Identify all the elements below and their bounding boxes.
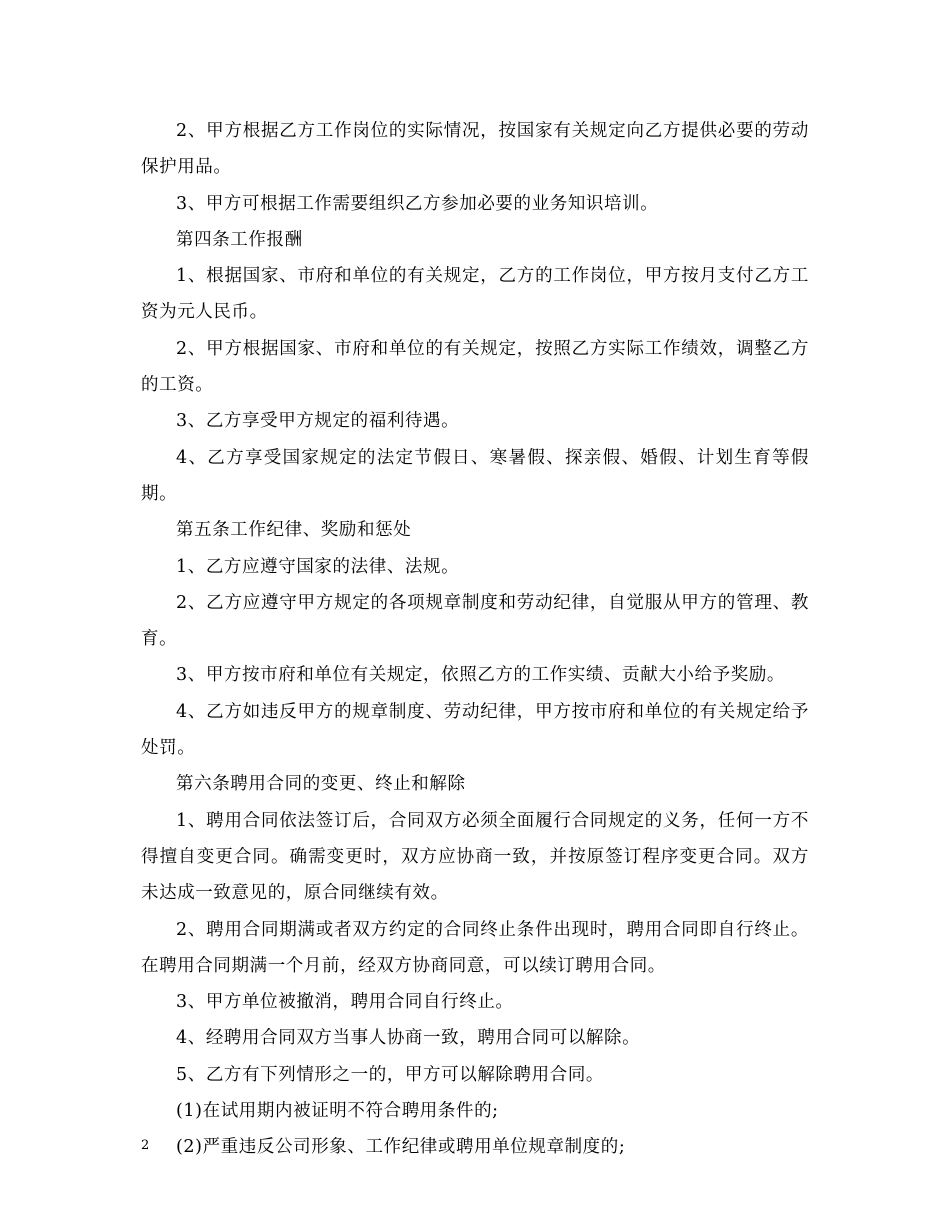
paragraph-discipline-3: 3、甲方按市府和单位有关规定，依照乙方的工作实绩、贡献大小给予奖励。 <box>176 665 786 686</box>
paragraph-contract-4: 4、经聘用合同双方当事人协商一致，聘用合同可以解除。 <box>176 1028 641 1049</box>
section-heading-article-5: 第五条工作纪律、奖励和惩处 <box>176 520 412 541</box>
paragraph-duty-2: 2、甲方根据乙方工作岗位的实际情况，按国家有关规定向乙方提供必要的劳动保护用品。 <box>141 121 809 178</box>
paragraph-pay-4: 4、乙方享受国家规定的法定节假日、寒暑假、探亲假、婚假、计划生育等假期。 <box>141 447 809 504</box>
paragraph-contract-5: 5、乙方有下列情形之一的，甲方可以解除聘用合同。 <box>176 1064 605 1085</box>
paragraph-contract-2: 2、聘用合同期满或者双方约定的合同终止条件出现时，聘用合同即自行终止。在聘用合同期满一个月前，经双方协商同意，可以续订聘用合同。 <box>141 919 809 976</box>
list-item-condition-2: (2)严重违反公司形象、工作纪律或聘用单位规章制度的; <box>176 1137 626 1158</box>
section-heading-article-6: 第六条聘用合同的变更、终止和解除 <box>176 774 466 795</box>
document-body <box>141 113 809 1166</box>
list-item-condition-1: (1)在试用期内被证明不符合聘用条件的; <box>176 1101 499 1122</box>
page-number: 2 <box>141 1138 150 1153</box>
paragraph-discipline-4: 4、乙方如违反甲方的规章制度、劳动纪律，甲方按市府和单位的有关规定给予处罚。 <box>141 701 809 759</box>
paragraph-contract-3: 3、甲方单位被撤消，聘用合同自行终止。 <box>176 992 514 1013</box>
paragraph-pay-2: 2、甲方根据国家、市府和单位的有关规定，按照乙方实际工作绩效，调整乙方的工资。 <box>141 338 809 396</box>
paragraph-pay-3: 3、乙方享受甲方规定的福利待遇。 <box>176 411 460 432</box>
paragraph-contract-1: 1、聘用合同依法签订后，合同双方必须全面履行合同规定的义务，任何一方不得擅自变更合同。确需变更时，双方应协商一致，并按原签订程序变更合同。双方未达成一致意见的，原合同继续有效。 <box>141 810 809 904</box>
paragraph-pay-1: 1、根据国家、市府和单位的有关规定，乙方的工作岗位，甲方按月支付乙方工资为元人民币。 <box>141 266 809 323</box>
section-heading-article-4: 第四条工作报酬 <box>176 229 303 250</box>
paragraph-duty-3: 3、甲方可根据工作需要组织乙方参加必要的业务知识培训。 <box>176 193 659 214</box>
paragraph-discipline-1: 1、乙方应遵守国家的法律、法规。 <box>176 556 460 577</box>
paragraph-discipline-2: 2、乙方应遵守甲方规定的各项规章制度和劳动纪律，自觉服从甲方的管理、教育。 <box>141 592 809 650</box>
